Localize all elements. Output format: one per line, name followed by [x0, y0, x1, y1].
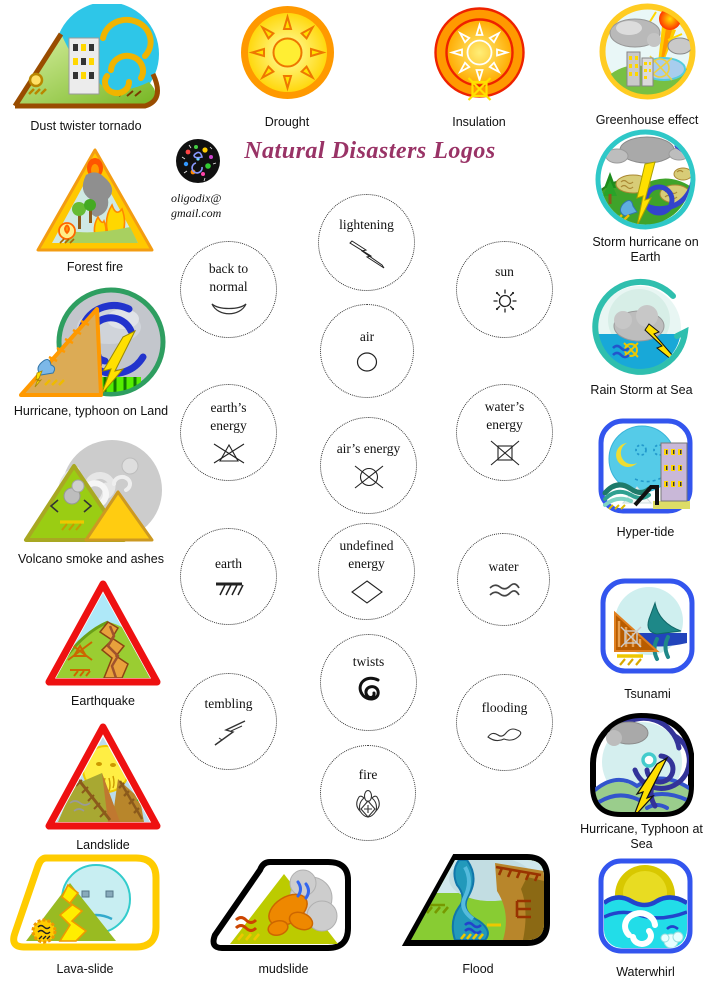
logo-greenhouse	[592, 2, 702, 128]
forest-fire-icon	[34, 147, 156, 253]
logo-label: Greenhouse effect	[595, 113, 699, 127]
logo-label: Drought	[264, 115, 310, 129]
zigzag-arrow-icon	[209, 718, 249, 748]
volcano-smoke-ashes-icon	[18, 438, 164, 548]
logo-label: Insulation	[452, 115, 506, 129]
concept-label: fire	[358, 766, 378, 782]
logo-flood	[399, 853, 557, 977]
concept-earth	[180, 528, 277, 625]
logo-label: Tsunami	[624, 687, 671, 701]
concept-undefined-energy	[318, 523, 415, 620]
rain-storm-at-sea-icon	[587, 276, 697, 380]
logo-rain-storm-sea	[580, 276, 703, 398]
concept-label: flooding	[481, 700, 528, 716]
earthquake-icon	[44, 580, 162, 687]
logo-tsunami	[599, 577, 696, 702]
circle-symbol-icon	[352, 350, 382, 374]
logo-label: Hurricane, Typhoon at Sea	[580, 822, 703, 851]
mudslide-icon	[208, 858, 360, 955]
concept-airs-energy	[320, 417, 417, 514]
concept-twists	[320, 634, 417, 731]
concept-fire	[320, 745, 416, 841]
logo-label: Hyper-tide	[616, 525, 675, 539]
logo-label: Landslide	[76, 838, 130, 852]
insulation-sun-icon	[431, 4, 528, 101]
crossed-circle-icon	[350, 463, 388, 491]
dust-twister-tornado-icon	[7, 4, 165, 112]
logo-dust-twister	[2, 4, 170, 134]
concept-lightening	[318, 194, 415, 291]
storm-hurricane-on-earth-icon	[595, 128, 696, 231]
spiral-icon	[353, 676, 385, 712]
concept-label: water	[488, 559, 519, 575]
logo-storm-hurricane-earth	[588, 128, 703, 265]
tsunami-icon	[599, 577, 696, 675]
concept-water	[457, 533, 550, 626]
logo-landslide	[44, 723, 162, 853]
hyper-tide-icon	[597, 417, 694, 515]
concept-tembling	[180, 673, 277, 770]
crescent-icon	[209, 301, 249, 319]
concept-label: back to normal	[208, 261, 249, 294]
hurricane-typhoon-at-sea-icon	[589, 712, 695, 818]
author-logo-icon	[174, 137, 222, 185]
logo-label: Storm hurricane on Earth	[592, 235, 699, 264]
author-email-line2: gmail.com	[171, 206, 222, 220]
ground-hatch-icon	[211, 578, 247, 598]
flood-icon	[399, 853, 557, 955]
logo-label: Volcano smoke and ashes	[18, 552, 164, 566]
logo-waterwhirl	[588, 857, 703, 980]
sun-symbol-icon	[490, 286, 520, 316]
concept-label: twists	[352, 654, 385, 670]
waterwhirl-icon	[597, 857, 694, 955]
concept-label: air	[359, 328, 375, 344]
drought-sun-icon	[239, 4, 336, 101]
concept-label: undefined energy	[339, 538, 394, 571]
concept-back-to-normal	[180, 241, 277, 338]
logo-hurricane-land	[0, 287, 182, 419]
logo-label: Forest fire	[66, 260, 124, 274]
logo-label: Rain Storm at Sea	[590, 383, 693, 397]
concept-waters-energy	[456, 384, 553, 481]
squiggle-icon	[484, 722, 526, 746]
logo-label: Earthquake	[71, 694, 135, 708]
lava-slide-icon	[8, 853, 163, 955]
crossed-square-icon	[486, 439, 524, 467]
logo-insulation	[424, 4, 534, 130]
greenhouse-effect-icon	[598, 2, 697, 101]
logo-label: Hurricane, typhoon on Land	[13, 404, 169, 418]
logo-label: Waterwhirl	[616, 965, 675, 979]
concept-air	[320, 304, 414, 398]
page-title: Natural Disasters Logos	[244, 138, 496, 164]
concept-label: tembling	[204, 696, 253, 712]
crossed-triangle-icon	[210, 440, 248, 466]
logo-label: mudslide	[258, 962, 309, 976]
logo-forest-fire	[34, 147, 156, 275]
concept-label: air’s energy	[336, 441, 401, 457]
landslide-icon	[44, 723, 162, 831]
logo-hyper-tide	[588, 417, 703, 540]
logo-earthquake	[44, 580, 162, 709]
logo-volcano	[0, 438, 182, 567]
author-email	[171, 191, 251, 221]
logo-hurricane-sea	[580, 712, 703, 852]
author-email-line1: oligodix@	[171, 191, 222, 205]
concept-label: earth’s energy	[210, 400, 247, 433]
concept-label: water’s energy	[484, 399, 525, 432]
logo-mudslide	[206, 858, 361, 977]
lightning-bolt-icon	[348, 239, 386, 269]
concept-label: sun	[495, 264, 514, 280]
logo-drought	[230, 4, 344, 130]
diamond-icon	[349, 578, 385, 606]
concept-flooding	[456, 674, 553, 771]
logo-lava-slide	[6, 853, 164, 977]
hurricane-typhoon-on-land-icon	[11, 287, 171, 400]
waves-icon	[486, 581, 522, 601]
flame-icon	[350, 788, 386, 820]
concept-label: earth	[215, 556, 242, 572]
logo-label: Dust twister tornado	[30, 119, 142, 133]
logo-label: Flood	[462, 962, 494, 976]
concept-label: lightening	[339, 217, 394, 233]
concept-earths-energy	[180, 384, 277, 481]
logo-label: Lava-slide	[56, 962, 114, 976]
concept-sun	[456, 241, 553, 338]
